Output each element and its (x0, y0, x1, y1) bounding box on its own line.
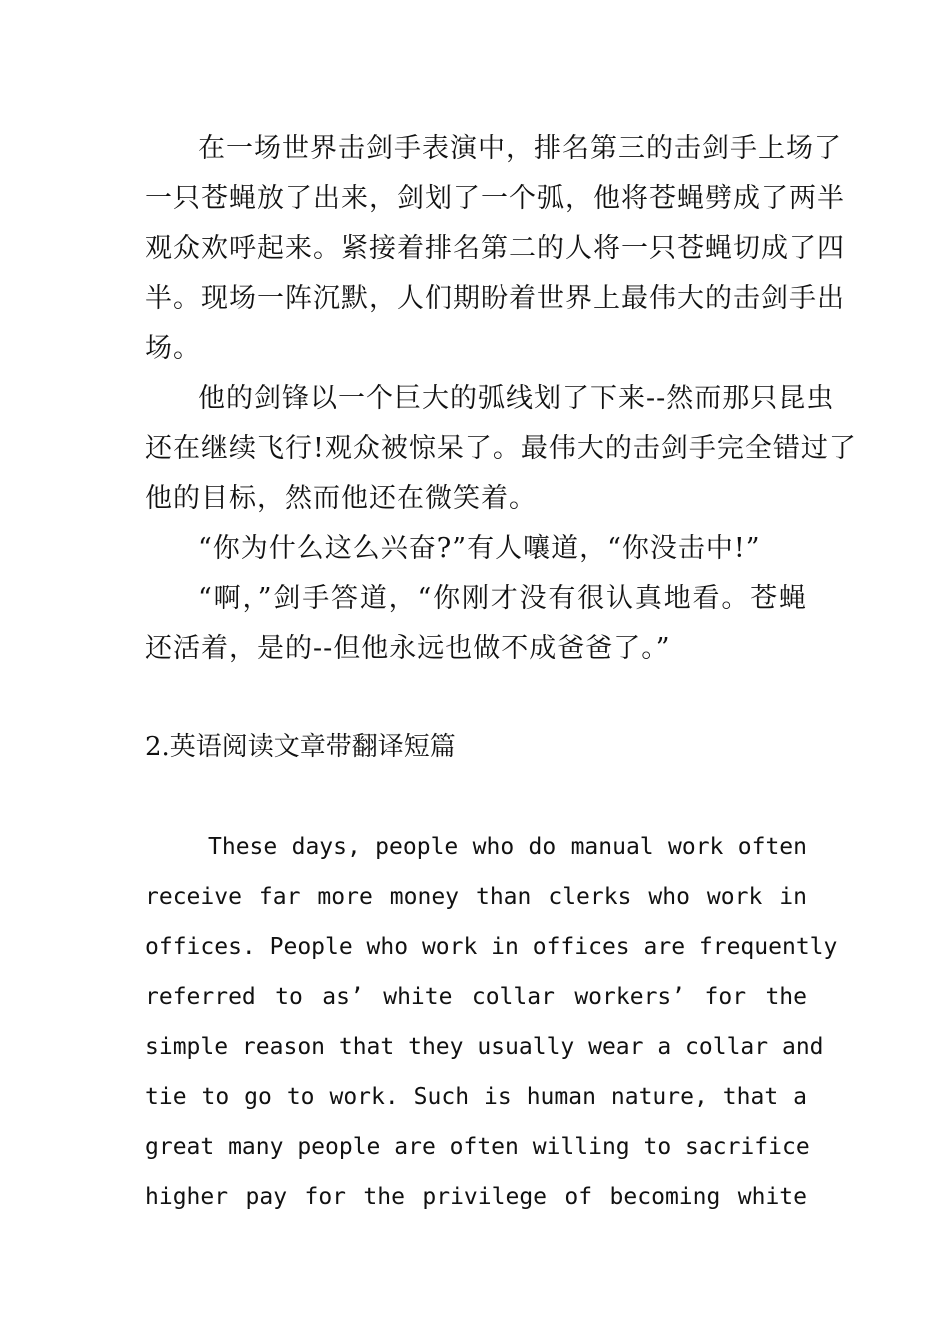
text-line: higher pay for the privilege of becoming white (145, 1184, 807, 1210)
text-line: 场。 (145, 333, 201, 364)
text-line: “啊，”剑手答道，“你刚才没有很认真地看。苍蝇 (198, 583, 807, 614)
text-line: 在一场世界击剑手表演中，排名第三的击剑手上场了 (198, 133, 842, 164)
english-paragraph (145, 822, 838, 1222)
story-paragraph-1 (145, 124, 845, 374)
text-line: 观众欢呼起来。紧接着排名第二的人将一只苍蝇切成了四 (145, 233, 845, 264)
text-line: 还活着，是的--但他永远也做不成爸爸了。” (145, 633, 671, 664)
text-line: offices. People who work in offices are frequently (145, 934, 838, 960)
text-line: “你为什么这么兴奋?”有人嚷道，“你没击中!” (198, 533, 761, 564)
text-line: 还在继续飞行!观众被惊呆了。最伟大的击剑手完全错过了 (145, 433, 857, 464)
text-line: 他的剑锋以一个巨大的弧线划了下来--然而那只昆虫 (198, 383, 835, 414)
text-line: 他的目标，然而他还在微笑着。 (145, 483, 537, 514)
text-line: 一只苍蝇放了出来，剑划了一个弧，他将苍蝇劈成了两半 (145, 183, 845, 214)
text-line: simple reason that they usually wear a collar and (145, 1034, 824, 1060)
story-paragraph-3 (145, 524, 807, 574)
text-line: tie to go to work. Such is human nature, that a (145, 1084, 807, 1110)
section-heading: 2.英语阅读文章带翻译短篇 (145, 732, 456, 762)
text-line: 半。现场一阵沉默，人们期盼着世界上最伟大的击剑手出 (145, 283, 845, 314)
story-paragraph-4 (145, 574, 807, 674)
story-paragraph-2 (145, 374, 857, 524)
text-line: receive far more money than clerks who work in (145, 884, 807, 910)
text-line: referred to as’ white collar workers’ for the (145, 984, 807, 1010)
text-line: great many people are often willing to sacrifice (145, 1134, 810, 1160)
text-line: These days, people who do manual work often (208, 834, 807, 860)
